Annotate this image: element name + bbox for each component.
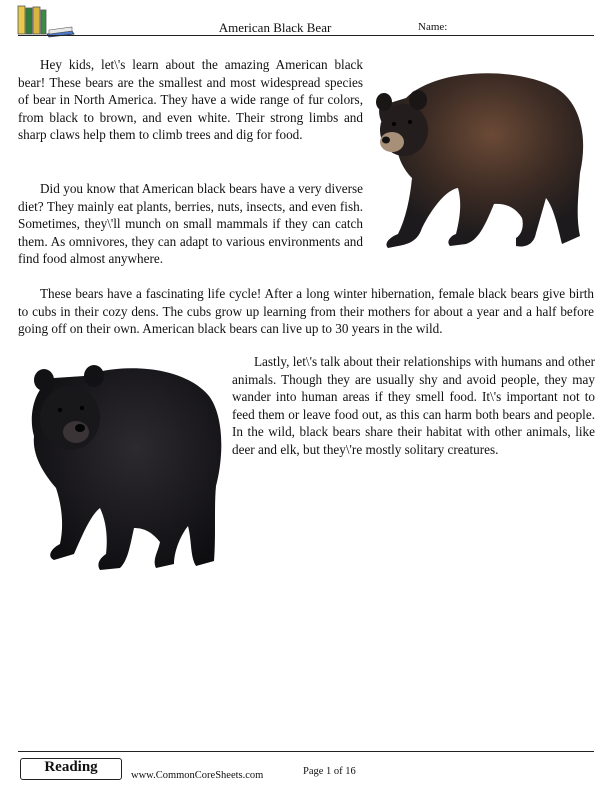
page-title: American Black Bear <box>218 20 332 35</box>
site-url: www.CommonCoreSheets.com <box>131 770 264 781</box>
books-icon <box>16 4 76 38</box>
page-number: Page 1 of 16 <box>303 766 356 777</box>
paragraph-intro: Hey kids, let\'s learn about the amazing American black bear! These bears are the smallest and most widespread species of bear in North America. They have a wide range of fur colors, from black to brown, and even white. Their strong limbs and sharp claws help them to climb trees and dig for food. <box>18 57 363 142</box>
bear-photo-top <box>366 58 594 268</box>
paragraph-life-cycle: These bears have a fascinating life cycle! After a long winter hibernation, female black bears give birth to cubs in their cozy dens. The cubs grow up learning from their mothers for about a year and a half before going off on their own. American black bears can live up to 30 years in the wild. <box>18 286 594 336</box>
paragraph-diet: Did you know that American black bears have a very diverse diet? They mainly eat plants, berries, nuts, insects, and even fish. Sometimes, they\'ll munch on small mammals if they can catch them. As omnivores, they can adapt to various environments and find food almost anywhere. <box>18 181 363 266</box>
bear-photo-bottom <box>24 356 224 576</box>
paragraph-relationships: Lastly, let\'s talk about their relationships with humans and other animals. Though they are usually shy and avoid people, they may wander into human areas if they smell food. It\'s important not to feed them or leave food out, as this can harm both bears and people. In the wild, black bears share their habitat with other animals, like deer and elk, but they\'re mostly solitary creatures. <box>232 354 595 457</box>
subject-label: Reading <box>44 759 98 775</box>
footer-divider <box>18 751 594 752</box>
name-label: Name: <box>418 21 448 33</box>
header-divider <box>18 35 594 36</box>
